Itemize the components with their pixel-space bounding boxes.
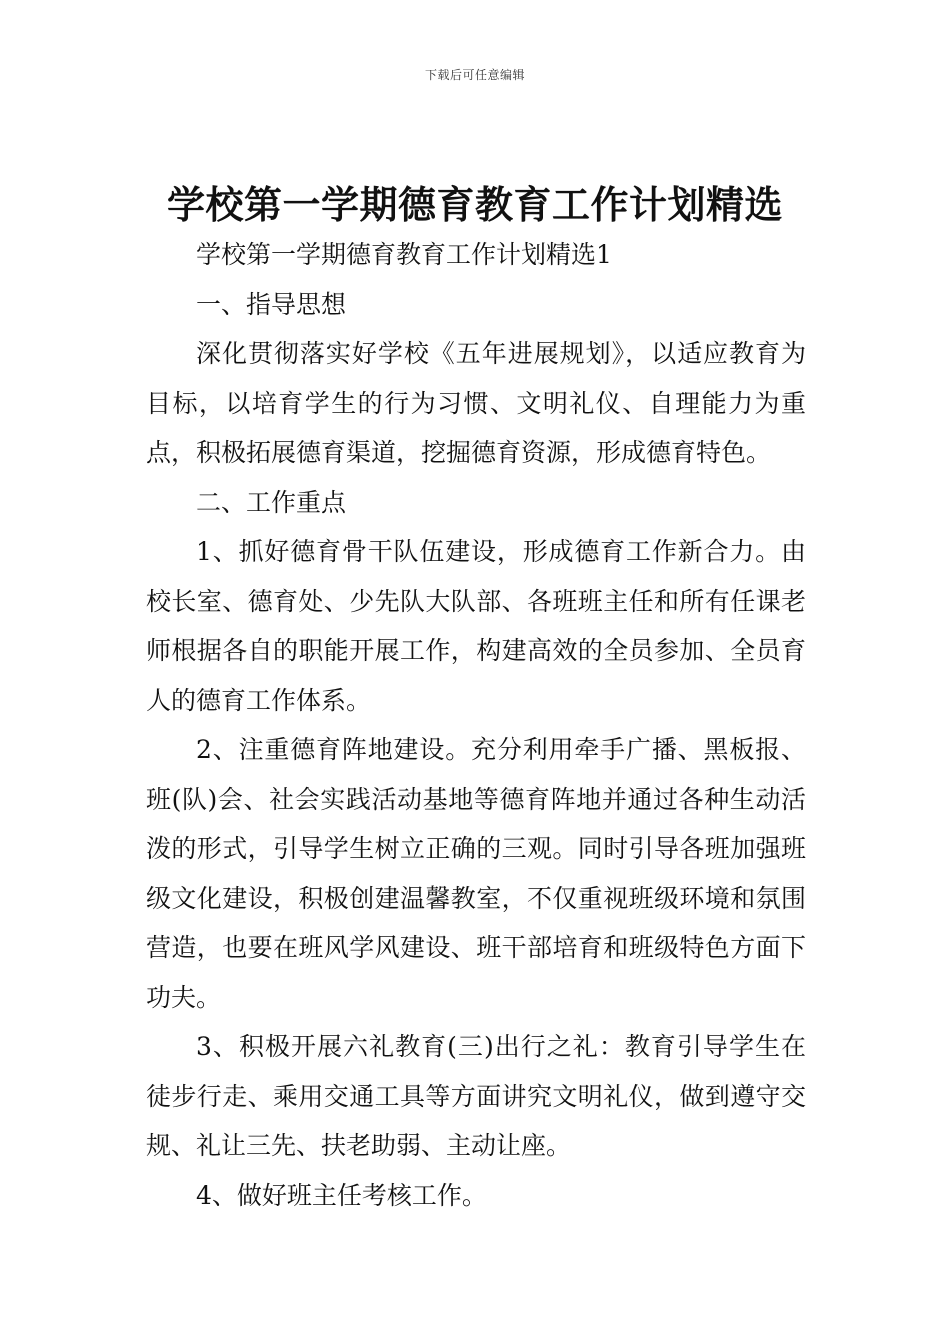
page-header-note: 下载后可任意编辑 xyxy=(424,68,525,82)
section-heading-guiding-thought: 一、指导思想 xyxy=(196,289,347,319)
section-heading-work-focus: 二、工作重点 xyxy=(196,487,347,517)
body-paragraph: 2、注重德育阵地建设。充分利用牵手广播、黑板报、班(队)会、社会实践活动基地等德育阵地并通过各种生动活泼的形式，引导学生树立正确的三观。同时引导各班加强班级文化建设，积极创建温馨教室，不仅重视班级环境和氛围营造，也要在班风学风建设、班干部培育和班级特色方面下功夫。 xyxy=(146,735,806,1012)
body-paragraph: 3、积极开展六礼教育(三)出行之礼：教育引导学生在徒步行走、乘用交通工具等方面讲究文明礼仪，做到遵守交规、礼让三先、扶老助弱、主动让座。 xyxy=(146,1032,806,1160)
document-title: 学校第一学期德育教育工作计划精选 xyxy=(166,183,783,227)
body-paragraph: 深化贯彻落实好学校《五年进展规划》，以适应教育为目标，以培育学生的行为习惯、文明礼仪、自理能力为重点，积极拓展德育渠道，挖掘德育资源，形成德育特色。 xyxy=(146,339,806,467)
subtitle-paragraph: 学校第一学期德育教育工作计划精选1 xyxy=(196,240,612,269)
body-paragraph: 1、抓好德育骨干队伍建设，形成德育工作新合力。由校长室、德育处、少先队大队部、各班班主任和所有任课老师根据各自的职能开展工作，构建高效的全员参加、全员育人的德育工作体系。 xyxy=(146,537,806,715)
body-paragraph: 4、做好班主任考核工作。 xyxy=(196,1180,487,1210)
document-body xyxy=(146,230,806,1220)
